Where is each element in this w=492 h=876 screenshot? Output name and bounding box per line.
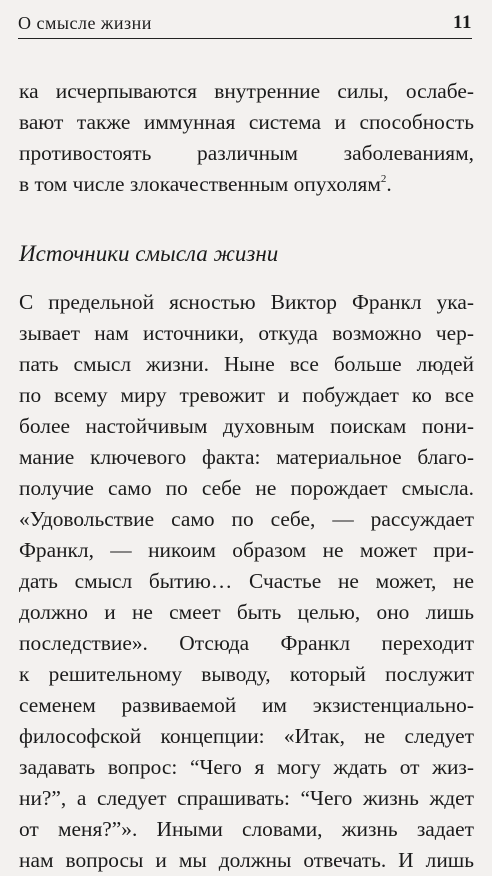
text-line: ка исчерпываются внутренние силы, ослабе- [19, 79, 474, 103]
text-line-content: в том числе злокачественным опухолям [19, 172, 381, 196]
running-title: О смысле жизни [18, 12, 152, 33]
text-line: семенем развиваемой им экзистенциально- [19, 693, 474, 717]
running-header [18, 8, 472, 39]
footnote-reference[interactable]: 2 [380, 173, 387, 185]
text-line: вают также иммунная система и способность [19, 110, 474, 134]
text-line: по всему миру тревожит и побуждает ко все [19, 383, 474, 407]
text-line-last [19, 169, 474, 200]
sentence-end: . [386, 172, 392, 196]
text-line: пать смысл жизни. Ныне все больше людей [19, 352, 474, 376]
paragraph-continued [19, 76, 474, 200]
text-line: «Удовольствие само по себе, — рассуждает [19, 507, 474, 531]
paragraph [19, 287, 474, 876]
text-line: от меня?”». Иными словами, жизнь задает [19, 817, 474, 841]
text-line: ни?”, а следует спрашивать: “Чего жизнь ждет [19, 786, 474, 810]
page-number: 11 [453, 12, 472, 33]
text-line: С предельной ясностью Виктор Франкл ука- [19, 290, 474, 314]
text-line: нам вопросы и мы должны отвечать. И лишь [19, 848, 474, 872]
text-line: более настойчивым духовным поискам пони- [19, 414, 474, 438]
text-line: последствие». Отсюда Франкл переходит [19, 631, 474, 655]
text-line: Франкл, — никоим образом не может при- [19, 538, 474, 562]
text-line: задавать вопрос: “Чего я могу ждать от жиз- [19, 755, 474, 779]
text-line: философской концепции: «Итак, не следует [19, 724, 474, 748]
text-line: получие само по себе не порождает смысла. [19, 476, 474, 500]
text-line: дать смысл бытию… Счастье не может, не [19, 569, 474, 593]
text-line: мание ключевого факта: материальное благо- [19, 445, 474, 469]
text-line: к решительному выводу, который послужит [19, 662, 474, 686]
section-heading: Источники смысла жизни [19, 241, 279, 266]
text-line: зывает нам источники, откуда возможно чер- [19, 321, 474, 345]
text-line: должно и не смеет быть целью, оно лишь [19, 600, 474, 624]
text-line: противостоять различным заболеваниям, [19, 141, 474, 165]
